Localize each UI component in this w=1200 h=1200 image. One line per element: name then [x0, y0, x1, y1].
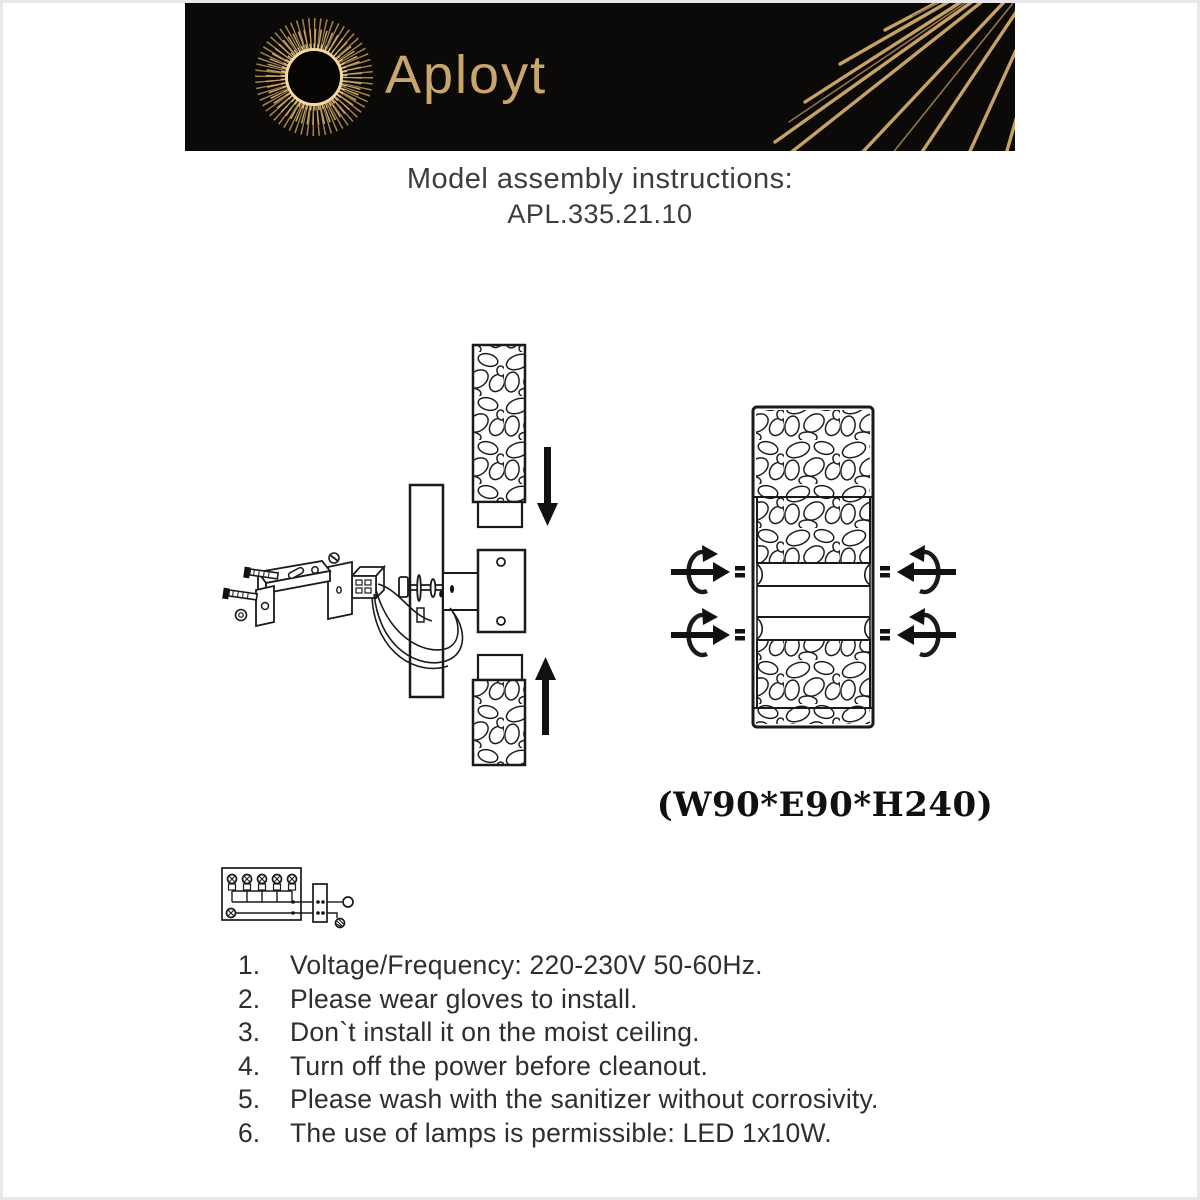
item-number: 3.	[238, 1017, 261, 1047]
item-number: 5.	[238, 1084, 261, 1114]
item-number: 4.	[238, 1050, 261, 1081]
slide-down-arrow-icon	[537, 447, 558, 526]
item-text: Turn off the power before cleanout.	[290, 1050, 709, 1081]
dimensions-label: (W90*E90*H240)	[656, 785, 994, 825]
rotate-symbol-top-left	[671, 545, 730, 592]
item-number: 2.	[238, 983, 261, 1014]
rotate-symbol-top-right	[897, 545, 956, 592]
upper-diffuser	[473, 345, 525, 527]
item-number: 1.	[238, 950, 261, 980]
mounting-plate	[328, 553, 352, 619]
item-text: Voltage/Frequency: 220-230V 50-60Hz.	[290, 950, 763, 980]
item-text: The use of lamps is permissible: LED 1x10W.	[290, 1117, 832, 1148]
list-item	[238, 1084, 1018, 1118]
terminal-block	[352, 567, 384, 598]
connector-strip	[313, 884, 327, 922]
item-text: Please wash with the sanitizer without corrosivity.	[290, 1084, 879, 1114]
lamp-holder	[443, 550, 525, 632]
rotate-symbol-bottom-left	[671, 608, 730, 655]
list-item	[238, 1017, 1018, 1051]
wiring-diagram	[222, 868, 353, 928]
page-title: Model assembly instructions:	[406, 163, 794, 195]
slide-up-arrow-icon	[535, 657, 556, 735]
lamp-symbol	[343, 897, 353, 907]
item-text: Don`t install it on the moist ceiling.	[290, 1017, 700, 1047]
item-text: Please wear gloves to install.	[290, 983, 638, 1014]
brand-name: Aployt	[385, 45, 548, 105]
lower-diffuser	[473, 655, 525, 765]
item-number: 6.	[238, 1117, 261, 1148]
ground-symbol	[336, 919, 345, 928]
instruction-list	[238, 950, 1018, 1151]
model-number: APL.335.21.10	[507, 199, 693, 229]
rotate-symbol-bottom-right	[897, 608, 956, 655]
list-item	[238, 1118, 1018, 1152]
list-item	[238, 1051, 1018, 1085]
list-item	[238, 984, 1018, 1018]
exploded-assembly-diagram	[222, 345, 558, 765]
assembled-lamp-diagram	[671, 407, 956, 727]
list-item	[238, 950, 1018, 984]
